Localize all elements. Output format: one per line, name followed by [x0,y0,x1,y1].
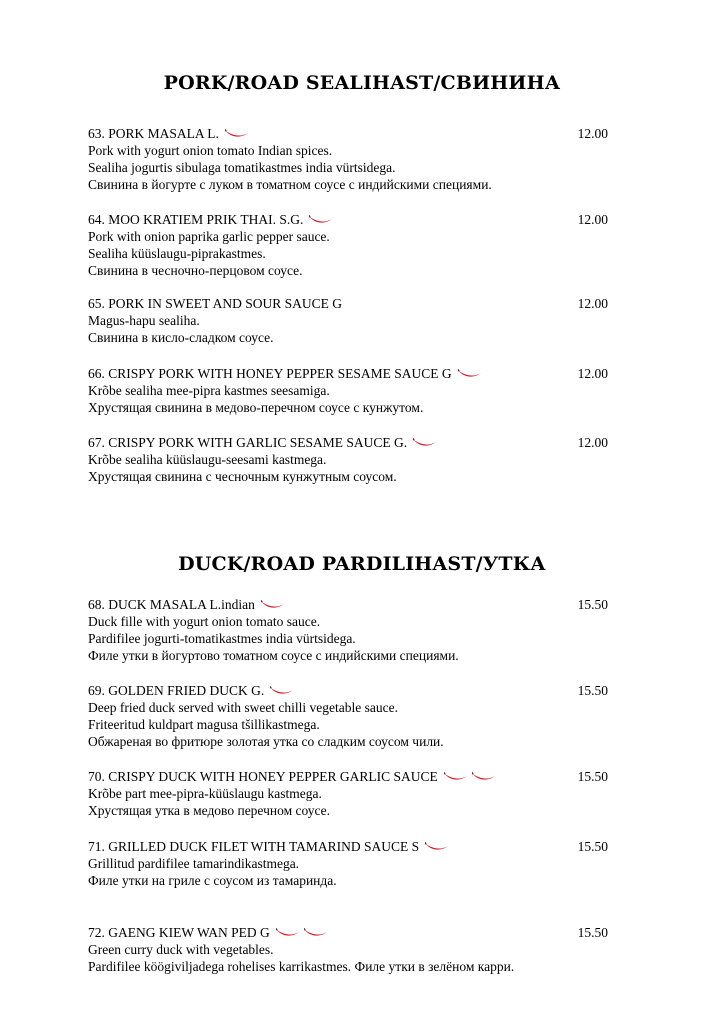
menu-item-68 [88,596,608,664]
item-description-en: Duck fille with yogurt onion tomato sauce. [88,614,321,629]
item-price: 12.00 [577,126,608,141]
item-description-et: Pardifilee köögiviljadega rohelises karrikastmes. Филе утки в зелёном карри. [88,959,515,974]
chili-pepper-icon [261,600,287,612]
item-description-en: Pork with onion paprika garlic pepper sauce. [88,229,330,244]
item-name: 64. MOO KRATIEM PRIK THAI. S.G. [88,212,304,227]
item-description-et: Krõbe sealiha küüslaugu-seesami kastmega. [88,452,327,467]
section-title-duck: DUCK/ROAD PARDILIHAST/УТКА [178,553,546,575]
item-description-et: Krõbe part mee-pipra-küüslaugu kastmega. [88,786,322,801]
item-price: 15.50 [577,925,608,940]
item-description-ru: Хрустящая свинина с чесночным кунжутным соусом. [88,469,397,484]
item-description-et: Grillitud pardifilee tamarindikastmega. [88,856,300,871]
menu-item-64 [88,211,608,279]
item-price: 15.50 [577,769,608,784]
item-name: 70. CRISPY DUCK WITH HONEY PEPPER GARLIC SAUCE [88,769,438,784]
item-description-en: Pork with yogurt onion tomato Indian spices. [88,143,333,158]
item-name: 69. GOLDEN FRIED DUCK G. [88,683,265,698]
item-name: 72. GAENG KIEW WAN PED G [88,925,270,940]
item-name: 71. GRILLED DUCK FILET WITH TAMARIND SAUCE S [88,839,420,854]
item-description-ru: Филе утки в йогуртово томатном соусе с индийскими специями. [88,648,459,663]
chili-pepper-icon [270,686,296,698]
item-name: 68. DUCK MASALA L.indian [88,597,255,612]
item-price: 15.50 [577,597,608,612]
chili-pepper-icon [472,772,498,784]
item-description-ru: Филе утки на гриле с соусом из тамаринда. [88,873,337,888]
menu-item-65 [88,295,608,346]
item-price: 12.00 [577,366,608,381]
item-name: 66. CRISPY PORK WITH HONEY PEPPER SESAME SAUCE G [88,366,452,381]
menu-item-67 [88,434,608,485]
section-title-pork: PORK/ROAD SEALIHAST/СВИНИНА [163,72,561,94]
chili-pepper-icon [413,438,439,450]
item-description-ru: Хрустящая утка в медово перечном соусе. [88,803,331,818]
item-price: 15.50 [577,839,608,854]
chili-pepper-icon [309,215,335,227]
item-name: 63. PORK MASALA L. [88,126,219,141]
menu-item-70 [88,768,608,819]
item-description-et: Friteeritud kuldpart magusa tšillikastmega. [88,717,320,732]
menu-item-66 [88,365,608,416]
item-description-et: Sealiha küüslaugu-piprakastmes. [88,246,266,261]
item-price: 12.00 [577,296,608,311]
menu-item-69 [88,682,608,750]
item-name: 67. CRISPY PORK WITH GARLIC SESAME SAUCE G. [88,435,408,450]
item-description-et: Krõbe sealiha mee-pipra kastmes seesamiga. [88,383,330,398]
menu-item-71 [88,838,608,889]
item-description-ru: Свинина в кисло-сладком соусе. [88,330,274,345]
item-price: 12.00 [577,212,608,227]
item-description-ru: Свинина в йогурте с луком в томатном соусе с индийскими специями. [88,177,492,192]
item-description-en: Green curry duck with vegetables. [88,942,274,957]
chili-pepper-icon [425,842,451,854]
item-description-ru: Свинина в чесночно-перцовом соусе. [88,263,303,278]
item-description-ru: Хрустящая свинина в медово-перечном соусе с кунжутом. [88,400,424,415]
item-description-ru: Обжареная во фритюре золотая утка со сладким соусом чили. [88,734,444,749]
item-description-en: Deep fried duck served with sweet chilli vegetable sauce. [88,700,398,715]
item-description-et: Pardifilee jogurti-tomatikastmes india vürtsidega. [88,631,356,646]
menu-item-72 [88,924,608,975]
chili-pepper-icon [225,129,251,141]
item-price: 12.00 [577,435,608,450]
item-price: 15.50 [577,683,608,698]
menu-item-63 [88,125,608,193]
item-description-et: Magus-hapu sealiha. [88,313,200,328]
chili-pepper-icon [444,772,470,784]
item-name: 65. PORK IN SWEET AND SOUR SAUCE G [88,296,343,311]
chili-pepper-icon [458,369,484,381]
chili-pepper-icon [276,928,302,940]
chili-pepper-icon [304,928,330,940]
item-description-et: Sealiha jogurtis sibulaga tomatikastmes india vürtsidega. [88,160,396,175]
